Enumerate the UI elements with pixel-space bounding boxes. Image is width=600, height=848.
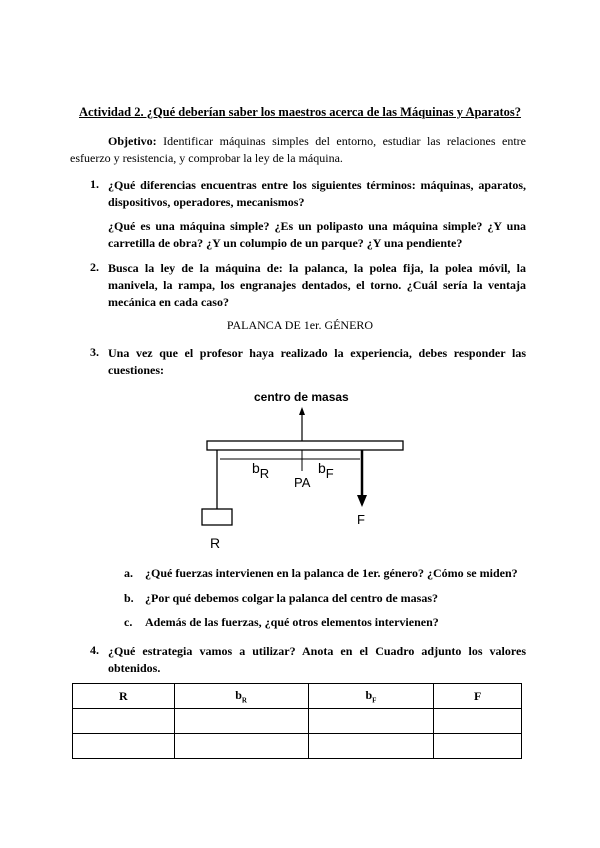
- objective-text: Identificar máquinas simples del entorno, estudiar las relaciones entre esfuerzo y resistencia, y comprobar la ley de la máquina.: [70, 134, 526, 165]
- question-2-number: 2.: [90, 260, 99, 274]
- table-cell[interactable]: [73, 709, 175, 734]
- table-row: [73, 734, 522, 759]
- question-1-text: ¿Qué diferencias encuentras entre los siguientes términos: máquinas, aparatos, dispositivos, operadores, mecanismos?: [108, 178, 526, 209]
- table-header-row: [73, 684, 522, 709]
- question-1-number: 1.: [90, 177, 99, 191]
- bf-label: bF: [318, 460, 334, 481]
- force-arrowhead: [357, 495, 367, 507]
- subquestion-b-letter: b.: [124, 591, 134, 605]
- resistance-label: R: [210, 535, 221, 551]
- question-1-followup: ¿Qué es una máquina simple? ¿Es un polipasto una máquina simple? ¿Y una carretilla de obra? ¿Y un columpio de un parque? ¿Y una pendiente?: [108, 219, 526, 250]
- header-r: R: [73, 684, 175, 709]
- header-br: $b_R$: [174, 684, 308, 709]
- subquestion-a-text: ¿Qué fuerzas intervienen en la palanca de 1er. género? ¿Cómo se miden?: [145, 566, 518, 580]
- table-cell[interactable]: [174, 709, 308, 734]
- subquestion-c-text: Además de las fuerzas, ¿qué otros elementos intervienen?: [145, 615, 439, 629]
- table-cell[interactable]: [73, 734, 175, 759]
- results-table: [72, 683, 522, 759]
- table-row: [73, 709, 522, 734]
- subquestion-a-letter: a.: [124, 566, 133, 580]
- lever-diagram: [190, 383, 430, 553]
- table-cell[interactable]: [174, 734, 308, 759]
- force-label: F: [357, 512, 365, 527]
- lever-bar: [207, 441, 403, 450]
- header-bf: $b_F$: [308, 684, 434, 709]
- activity-title: Actividad 2. ¿Qué deberían saber los maestros acerca de las Máquinas y Aparatos?: [78, 105, 522, 119]
- resistance-weight: [202, 509, 232, 525]
- question-4-text: ¿Qué estrategia vamos a utilizar? Anota en el Cuadro adjunto los valores obtenidos.: [108, 644, 526, 675]
- section-heading: PALANCA DE 1er. GÉNERO: [226, 318, 374, 332]
- table-cell[interactable]: [434, 734, 522, 759]
- question-3-number: 3.: [90, 345, 99, 359]
- objective-paragraph: [70, 133, 526, 167]
- subquestion-b-text: ¿Por qué debemos colgar la palanca del centro de masas?: [145, 591, 438, 605]
- table-cell[interactable]: [308, 709, 434, 734]
- question-3-text: Una vez que el profesor haya realizado la experiencia, debes responder las cuestiones:: [108, 346, 526, 377]
- center-of-mass-label: centro de masas: [254, 390, 349, 404]
- center-of-mass-arrowhead: [299, 407, 305, 415]
- question-4-number: 4.: [90, 643, 99, 657]
- objective-label: Objetivo:: [108, 134, 157, 148]
- br-label: bR: [252, 460, 270, 481]
- subquestion-c-letter: c.: [124, 615, 133, 629]
- question-2-text: Busca la ley de la máquina de: la palanca, la polea fija, la polea móvil, la manivela, la rampa, los engranajes dentados, el torno. ¿Cuál sería la ventaja mecánica en cada caso?: [108, 261, 526, 309]
- header-f: F: [434, 684, 522, 709]
- table-cell[interactable]: [308, 734, 434, 759]
- table-cell[interactable]: [434, 709, 522, 734]
- pivot-label: PA: [294, 475, 311, 490]
